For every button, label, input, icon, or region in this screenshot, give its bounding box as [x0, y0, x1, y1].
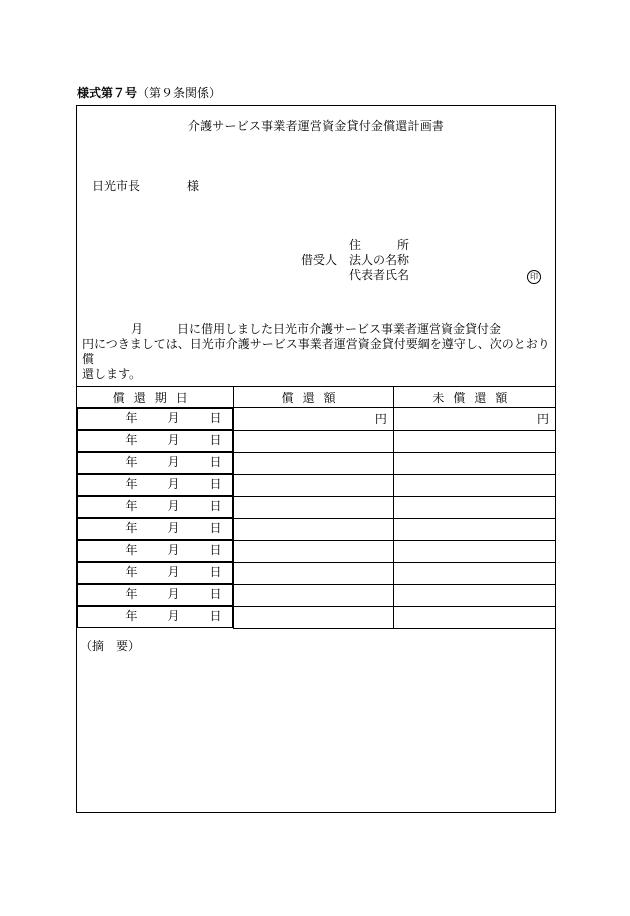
outstanding-amount-cell[interactable]	[393, 540, 555, 562]
repayment-amount-cell[interactable]	[233, 452, 393, 474]
body-text: 月 日に借用しました日光市介護サービス事業者運営資金貸付金 円につきましては、日光市介護サービス事業者運営資金貸付要綱を遵守し、次のとおり償 還します。	[82, 322, 550, 381]
form-number: 様式第７号（第９条関係）	[77, 86, 222, 100]
date-cell[interactable]: 年 月 日	[77, 408, 233, 430]
date-cell[interactable]: 年 月 日	[77, 606, 233, 628]
repayment-amount-cell[interactable]	[233, 518, 393, 540]
date-cell[interactable]: 年 月 日	[77, 584, 233, 606]
repayment-amount-cell[interactable]	[233, 584, 393, 606]
date-cell[interactable]: 年 月 日	[77, 452, 233, 474]
header-outstanding-amount: 未償還額	[393, 387, 555, 408]
outstanding-amount-cell[interactable]	[393, 474, 555, 496]
date-cell[interactable]: 年 月 日	[77, 430, 233, 452]
outstanding-amount-cell[interactable]	[393, 584, 555, 606]
addressee-honorific: 様	[187, 179, 200, 193]
table-row	[77, 408, 556, 431]
table-row	[77, 606, 556, 628]
borrower-label: 借受人	[301, 253, 338, 267]
addressee-name: 日光市長	[92, 179, 141, 193]
date-cell[interactable]: 年 月 日	[77, 540, 233, 562]
representative-label: 代表者氏名	[349, 268, 410, 282]
outstanding-amount-cell[interactable]	[393, 518, 555, 540]
corp-name-label: 法人の名称	[349, 253, 410, 267]
repayment-amount-cell[interactable]	[233, 606, 393, 628]
outstanding-amount-cell[interactable]	[393, 562, 555, 584]
form-frame	[76, 105, 556, 813]
repayment-amount-cell[interactable]	[233, 496, 393, 518]
date-cell[interactable]: 年 月 日	[77, 474, 233, 496]
repayment-amount-cell[interactable]	[233, 430, 393, 452]
repayment-amount-cell[interactable]	[233, 474, 393, 496]
table-row	[77, 430, 556, 452]
table-row	[77, 584, 556, 606]
addressee	[92, 177, 200, 194]
outstanding-amount-cell[interactable]: 円	[393, 408, 555, 431]
repayment-amount-cell[interactable]: 円	[233, 408, 393, 431]
date-cell[interactable]: 年 月 日	[77, 518, 233, 540]
date-cell[interactable]: 年 月 日	[77, 562, 233, 584]
table-row	[77, 496, 556, 518]
date-cell[interactable]: 年 月 日	[77, 496, 233, 518]
repayment-amount-cell[interactable]	[233, 562, 393, 584]
header-repayment-date: 償還期日	[77, 387, 234, 408]
outstanding-amount-cell[interactable]	[393, 430, 555, 452]
header-repayment-amount: 償還額	[233, 387, 393, 408]
outstanding-amount-cell[interactable]	[393, 452, 555, 474]
repayment-amount-cell[interactable]	[233, 540, 393, 562]
document-title: 介護サービス事業者運営資金貸付金償還計画書	[187, 119, 445, 133]
table-row	[77, 540, 556, 562]
table-header-row	[77, 387, 556, 408]
table-row	[77, 562, 556, 584]
outstanding-amount-cell[interactable]	[393, 496, 555, 518]
repayment-table	[76, 386, 556, 629]
address-label: 住 所	[349, 238, 409, 252]
table-row	[77, 518, 556, 540]
seal-mark: 印	[527, 270, 541, 284]
table-row	[77, 474, 556, 496]
table-row	[77, 452, 556, 474]
outstanding-amount-cell[interactable]	[393, 606, 555, 628]
summary-label: （摘 要）	[80, 639, 141, 653]
